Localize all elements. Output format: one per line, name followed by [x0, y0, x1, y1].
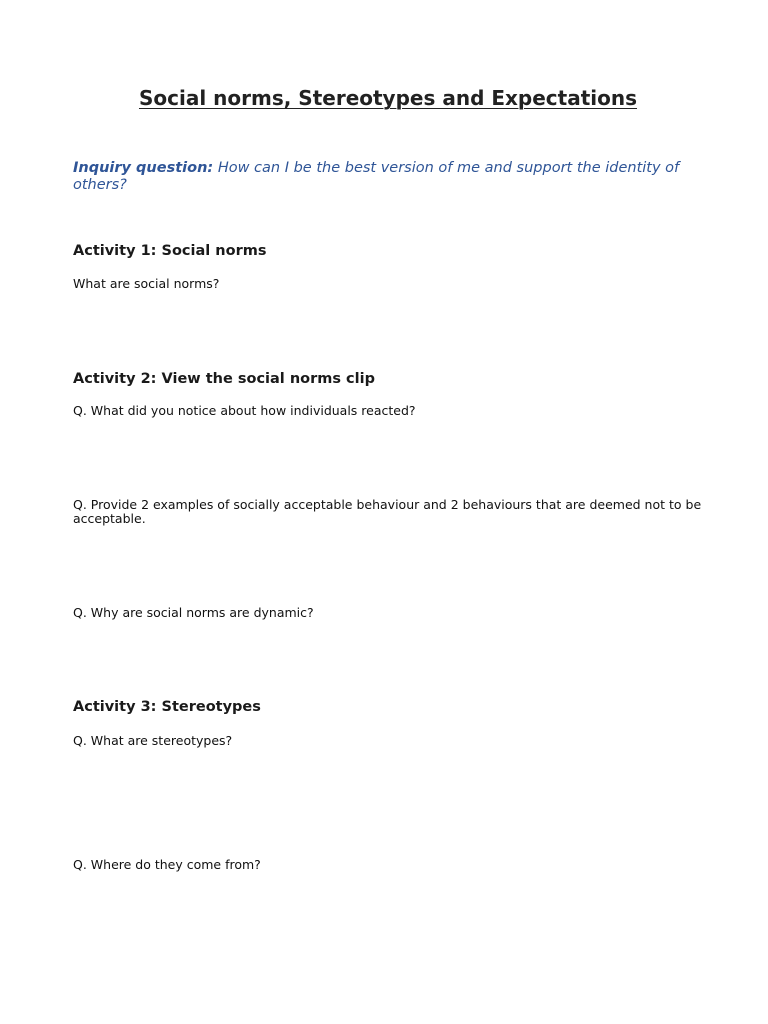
inquiry-question — [73, 160, 713, 194]
activity-2-question-1: Q. What did you notice about how individuals reacted? — [73, 403, 416, 418]
inquiry-label: Inquiry question: — [73, 160, 214, 176]
activity-3-heading: Activity 3: Stereotypes — [73, 699, 261, 715]
activity-3-question-1: Q. What are stereotypes? — [73, 733, 233, 748]
inquiry-text: How can I be the best version of me and support the identity of others? — [73, 160, 680, 193]
page-title: Social norms, Stereotypes and Expectations — [138, 86, 638, 110]
activity-1-heading: Activity 1: Social norms — [73, 243, 267, 259]
activity-3-question-2: Q. Where do they come from? — [73, 857, 261, 872]
activity-2-question-3: Q. Why are social norms are dynamic? — [73, 605, 314, 620]
activity-2-heading: Activity 2: View the social norms clip — [73, 371, 375, 387]
activity-2-question-2: Q. Provide 2 examples of socially acceptable behaviour and 2 behaviours that are deemed not to be acceptable. — [73, 497, 702, 526]
activity-1-question-1: What are social norms? — [73, 276, 220, 291]
